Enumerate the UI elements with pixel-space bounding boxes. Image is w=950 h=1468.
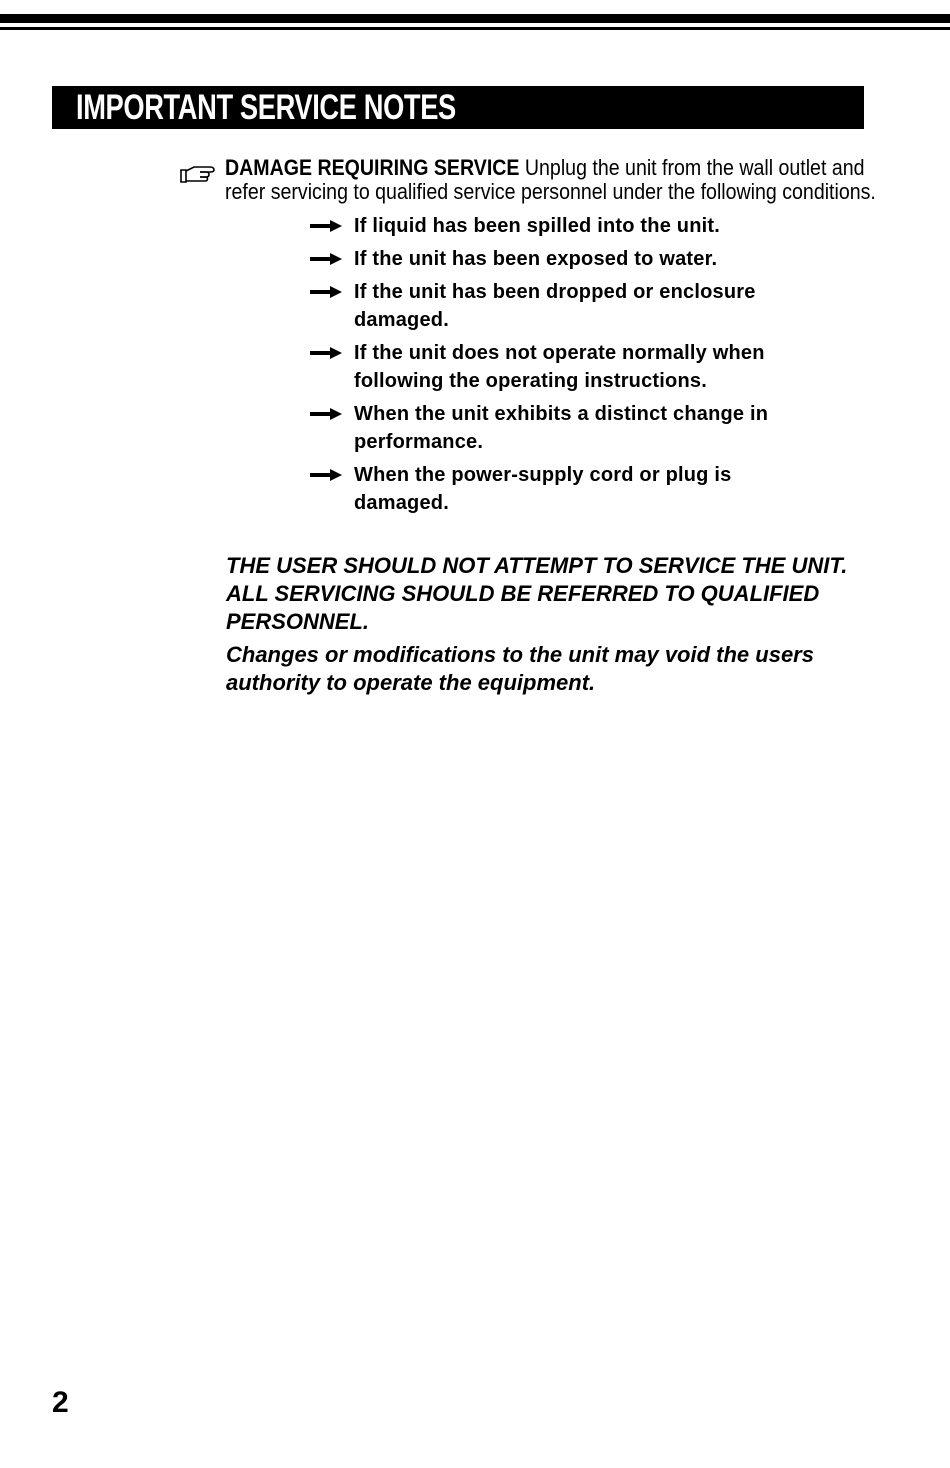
right-arrow-icon — [310, 346, 342, 360]
list-item — [310, 245, 830, 273]
header-rule-thin — [0, 27, 950, 30]
right-arrow-icon — [310, 407, 342, 421]
page-number: 2 — [52, 1386, 69, 1419]
right-arrow-icon — [310, 219, 342, 233]
section-title-bar — [52, 86, 864, 129]
condition-text: When the power-supply cord or plug is damaged. — [354, 464, 732, 514]
intro-paragraph — [225, 156, 879, 204]
list-item — [310, 212, 830, 240]
intro-heading: DAMAGE REQUIRING SERVICE — [225, 155, 520, 180]
service-conditions-list — [310, 212, 830, 522]
condition-text: If the unit does not operate normally when following the operating instructions. — [354, 342, 765, 392]
pointing-hand-icon — [180, 162, 216, 184]
intro-body: Unplug the unit from the wall outlet and refer servicing to qualified service personnel under the following conditions. — [225, 155, 876, 204]
list-item — [310, 278, 830, 334]
right-arrow-icon — [310, 468, 342, 482]
header-rule-thick — [0, 14, 950, 23]
right-arrow-icon — [310, 252, 342, 266]
right-arrow-icon — [310, 285, 342, 299]
condition-text: If the unit has been dropped or enclosure damaged. — [354, 281, 756, 331]
condition-text: If liquid has been spilled into the unit. — [354, 215, 720, 237]
condition-text: If the unit has been exposed to water. — [354, 248, 718, 270]
list-item — [310, 339, 830, 395]
page-title: IMPORTANT SERVICE NOTES — [76, 88, 456, 127]
list-item — [310, 400, 830, 456]
condition-text: When the unit exhibits a distinct change in performance. — [354, 403, 769, 453]
user-service-warning: THE USER SHOULD NOT ATTEMPT TO SERVICE THE UNIT. ALL SERVICING SHOULD BE REFERRED TO QUALIFIED PERSONNEL. — [226, 553, 848, 634]
list-item — [310, 461, 830, 517]
modifications-notice: Changes or modifications to the unit may void the users authority to operate the equipment. — [226, 642, 814, 695]
